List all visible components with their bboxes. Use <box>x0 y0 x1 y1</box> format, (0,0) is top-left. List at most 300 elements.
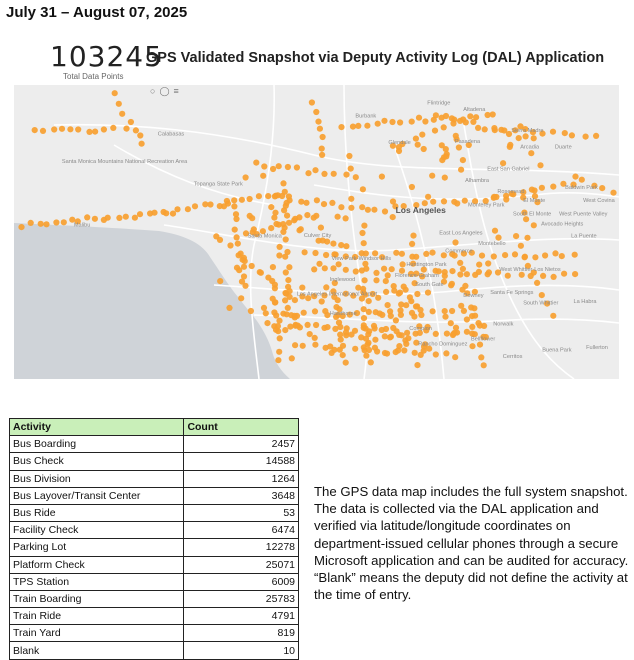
gps-point <box>337 347 343 353</box>
gps-point <box>271 323 277 329</box>
gps-point <box>40 128 46 134</box>
table-header-row <box>10 419 299 436</box>
gps-point <box>419 132 425 138</box>
gps-point <box>323 284 329 290</box>
gps-point <box>355 285 361 291</box>
gps-point <box>458 167 464 173</box>
gps-point <box>442 308 448 314</box>
gps-point <box>312 308 318 314</box>
gps-point <box>540 273 546 279</box>
gps-point <box>239 197 245 203</box>
gps-point <box>397 290 403 296</box>
activity-cell: Train Boarding <box>10 590 184 607</box>
place-label: Monterey Park <box>468 202 505 209</box>
map-canvas[interactable] <box>14 85 619 379</box>
activity-cell: Facility Check <box>10 522 184 539</box>
gps-point <box>249 263 255 269</box>
gps-point <box>321 171 327 177</box>
gps-point <box>350 124 356 130</box>
place-label: Burbank <box>355 113 377 120</box>
gps-point <box>251 226 257 232</box>
map-toolbar <box>150 86 179 98</box>
gps-point <box>429 250 435 256</box>
table-row <box>10 556 299 573</box>
gps-point <box>315 119 321 125</box>
gps-point <box>307 331 313 337</box>
activity-count-table <box>9 418 299 660</box>
place-label: View Park-Windsor Hills <box>331 255 392 262</box>
gps-point <box>303 200 309 206</box>
gps-point <box>457 118 463 124</box>
gps-point <box>283 203 289 209</box>
gps-point <box>311 215 317 221</box>
gps-point <box>468 304 474 310</box>
gps-point <box>312 250 318 256</box>
gps-point <box>382 208 388 214</box>
place-label: Florence-Graham <box>395 273 439 279</box>
place-label: Calabasas <box>157 131 185 138</box>
activity-cell: Train Yard <box>10 625 184 642</box>
gps-point <box>551 274 557 280</box>
gps-point <box>275 192 281 198</box>
gps-point <box>338 242 344 248</box>
gps-point <box>296 227 302 233</box>
gps-point <box>256 193 262 199</box>
table-row <box>10 608 299 625</box>
gps-point <box>217 278 223 284</box>
gps-point <box>285 305 291 311</box>
gps-point <box>329 350 335 356</box>
gps-point <box>539 292 545 298</box>
table-row <box>10 625 299 642</box>
gps-point <box>460 157 466 163</box>
gps-point <box>38 221 44 227</box>
place-label: West Covina <box>583 197 615 204</box>
table-row <box>10 453 299 470</box>
gps-point <box>507 144 513 150</box>
gps-point <box>372 337 378 343</box>
gps-point <box>492 228 498 234</box>
data-description-note: The GPS data map includes the full system snapshot. The data is collected via the DAL application and verified via latitude/longitude coordinates on department-issued cellular phones through a secure Microsoft application and can be audited for accuracy. “Blank” means the deputy did not define the activity at the time of entry. <box>314 484 629 603</box>
gps-point <box>264 320 270 326</box>
gps-point <box>317 126 323 132</box>
gps-point <box>518 243 524 249</box>
gps-point <box>365 331 371 337</box>
gps-point <box>268 204 274 210</box>
gps-point <box>399 332 405 338</box>
gps-point <box>454 200 460 206</box>
gps-point <box>292 342 298 348</box>
count-cell: 3648 <box>184 487 299 504</box>
map-menu-icon[interactable]: ≡ <box>173 86 179 96</box>
gps-point <box>338 124 344 130</box>
gps-point <box>462 198 468 204</box>
gps-point <box>241 255 247 261</box>
gps-point <box>289 355 295 361</box>
gps-point <box>348 196 354 202</box>
gps-point <box>482 126 488 132</box>
gps-point <box>312 342 318 348</box>
count-cell: 819 <box>184 625 299 642</box>
gps-point <box>467 113 473 119</box>
count-cell: 1264 <box>184 470 299 487</box>
gps-point <box>412 350 418 356</box>
activity-cell: Bus Check <box>10 453 184 470</box>
gps-point <box>512 251 518 257</box>
gps-point <box>280 221 286 227</box>
gps-point <box>110 125 116 131</box>
map-pin-icon[interactable]: ◯ <box>159 86 170 96</box>
gps-point <box>444 331 450 337</box>
gps-point <box>231 203 237 209</box>
map-search-icon[interactable]: ○ <box>150 86 156 96</box>
activity-cell: Bus Ride <box>10 504 184 521</box>
gps-point <box>441 198 447 204</box>
gps-point <box>322 308 328 314</box>
gps-point <box>272 210 278 216</box>
gps-point <box>297 324 303 330</box>
gps-point <box>531 222 537 228</box>
gps-point <box>359 267 365 273</box>
count-cell: 25071 <box>184 556 299 573</box>
total-data-points-value: 103245 <box>50 40 163 73</box>
gps-point <box>284 213 290 219</box>
place-label: La Puente <box>571 233 597 240</box>
gps-point <box>238 295 244 301</box>
gps-point <box>403 341 409 347</box>
gps-point <box>381 266 387 272</box>
gps-point <box>393 250 399 256</box>
gps-point <box>338 337 344 343</box>
gps-point <box>441 124 447 130</box>
gps-point <box>398 312 404 318</box>
gps-point <box>401 284 407 290</box>
gps-point <box>418 352 424 358</box>
gps-point <box>358 334 364 340</box>
activity-column-header: Activity <box>10 419 184 436</box>
gps-point <box>478 354 484 360</box>
gps-point <box>425 290 431 296</box>
table-row <box>10 487 299 504</box>
gps-point <box>396 343 402 349</box>
gps-point <box>464 316 470 322</box>
gps-point <box>304 212 310 218</box>
gps-point <box>379 174 385 180</box>
gps-point <box>18 224 24 230</box>
gps-point <box>232 227 238 233</box>
gps-point <box>449 308 455 314</box>
count-cell: 12278 <box>184 539 299 556</box>
gps-point <box>43 221 49 227</box>
gps-point <box>572 252 578 258</box>
gps-point <box>405 335 411 341</box>
gps-point <box>275 357 281 363</box>
gps-point <box>385 272 391 278</box>
gps-point <box>268 225 274 231</box>
gps-point <box>433 351 439 357</box>
count-cell: 53 <box>184 504 299 521</box>
gps-point <box>343 329 349 335</box>
gps-point <box>409 241 415 247</box>
place-label: Alhambra <box>465 177 490 184</box>
gps-point <box>599 185 605 191</box>
gps-point <box>92 129 98 135</box>
gps-point <box>319 146 325 152</box>
gps-point <box>139 141 145 147</box>
gps-point <box>260 173 266 179</box>
place-label: Norwalk <box>493 321 514 328</box>
place-label: East San Gabriel <box>487 166 530 173</box>
gps-point <box>343 360 349 366</box>
gps-point <box>593 133 599 139</box>
gps-point <box>163 210 169 216</box>
gps-point <box>282 297 288 303</box>
gps-point <box>385 302 391 308</box>
place-label: Huntington Park <box>406 261 447 268</box>
gps-point <box>531 135 537 141</box>
gps-point <box>479 253 485 259</box>
gps-point <box>192 203 198 209</box>
gps-point <box>261 163 267 169</box>
gps-point <box>452 354 458 360</box>
gps-point <box>348 166 354 172</box>
place-label: Montebello <box>478 241 506 247</box>
map-title: GPS Validated Snapshot via Deputy Activity Log (DAL) Application <box>146 50 605 66</box>
count-cell: 4791 <box>184 608 299 625</box>
gps-point <box>319 298 325 304</box>
place-label: Malibu <box>73 222 91 229</box>
gps-point <box>532 254 538 260</box>
gps-point <box>470 119 476 125</box>
gps-point <box>384 351 390 357</box>
gps-point <box>226 305 232 311</box>
place-label: Glendale <box>388 139 411 146</box>
gps-point <box>389 266 395 272</box>
gps-point <box>227 242 233 248</box>
place-label: East Los Angeles <box>439 230 483 237</box>
gps-point <box>364 123 370 129</box>
gps-point <box>86 129 92 135</box>
gps-point <box>413 303 419 309</box>
gps-point <box>393 317 399 323</box>
gps-point <box>408 298 414 304</box>
gps-point <box>442 314 448 320</box>
gps-point <box>502 252 508 258</box>
gps-point <box>416 115 422 121</box>
gps-point <box>75 126 81 132</box>
gps-point <box>294 164 300 170</box>
place-label: Fullerton <box>586 345 608 352</box>
gps-point <box>361 306 367 312</box>
gps-point <box>439 115 445 121</box>
gps-point <box>302 249 308 255</box>
gps-point <box>457 260 463 266</box>
gps-point <box>133 127 139 133</box>
gps-point <box>429 173 435 179</box>
gps-point <box>411 314 417 320</box>
count-cell: 14588 <box>184 453 299 470</box>
gps-point <box>217 237 223 243</box>
gps-point <box>550 184 556 190</box>
gps-point <box>531 187 537 193</box>
gps-point <box>472 313 478 319</box>
gps-point <box>282 189 288 195</box>
count-cell: 2457 <box>184 436 299 453</box>
gps-point <box>327 343 333 349</box>
gps-point <box>362 277 368 283</box>
gps-point <box>270 264 276 270</box>
gps-point <box>373 309 379 315</box>
gps-point <box>312 335 318 341</box>
gps-point <box>516 135 522 141</box>
place-label: Culver City <box>303 232 332 239</box>
place-label: Baldwin Park <box>565 185 598 192</box>
gps-point <box>448 320 454 326</box>
gps-point <box>272 299 278 305</box>
place-label: Buena Park <box>542 347 572 354</box>
count-cell: 25783 <box>184 590 299 607</box>
gps-point <box>414 291 420 297</box>
gps-point <box>336 261 342 267</box>
gps-point <box>381 118 387 124</box>
place-label: Hawthorne <box>329 311 357 317</box>
gps-point <box>343 243 349 249</box>
place-label: West Puente Valley <box>559 211 608 218</box>
table-row <box>10 573 299 590</box>
gps-point <box>388 313 394 319</box>
gps-point <box>309 99 315 105</box>
gps-point <box>283 269 289 275</box>
gps-point <box>442 175 448 181</box>
gps-point <box>403 302 409 308</box>
gps-point <box>265 193 271 199</box>
gps-point <box>112 90 118 96</box>
gps-point <box>314 197 320 203</box>
gps-point <box>276 318 282 324</box>
gps-point <box>299 285 305 291</box>
gps-point <box>383 289 389 295</box>
place-label: Compton <box>409 325 433 332</box>
gps-point <box>92 216 98 222</box>
table-row <box>10 522 299 539</box>
gps-point <box>331 171 337 177</box>
gps-point <box>523 133 529 139</box>
gps-point <box>414 362 420 368</box>
gps-point <box>330 241 336 247</box>
gps-point <box>481 362 487 368</box>
gps-point <box>513 233 519 239</box>
gps-point <box>559 253 565 259</box>
place-label: El Monte <box>523 197 546 204</box>
gps-point <box>382 333 388 339</box>
gps-point <box>409 119 415 125</box>
gps-point <box>430 308 436 314</box>
gps-point <box>352 346 358 352</box>
gps-point <box>469 343 475 349</box>
place-label: Duarte <box>554 144 572 151</box>
gps-point <box>361 315 367 321</box>
gps-point <box>464 329 470 335</box>
gps-point <box>476 269 482 275</box>
table-row <box>10 504 299 521</box>
place-label: South Whittier <box>523 300 559 307</box>
gps-point <box>539 185 545 191</box>
gps-point <box>442 273 448 279</box>
gps-point <box>287 324 293 330</box>
activity-cell: Bus Layover/Transit Center <box>10 487 184 504</box>
gps-point <box>51 126 57 132</box>
gps-point <box>415 142 421 148</box>
gps-point <box>322 265 328 271</box>
gps-point <box>579 177 585 183</box>
count-cell: 10 <box>184 642 299 659</box>
gps-point <box>505 273 511 279</box>
gps-point <box>333 304 339 310</box>
place-label: Bellflower <box>471 336 496 343</box>
gps-point <box>348 332 354 338</box>
place-label: South El Monte <box>513 211 552 218</box>
gps-point <box>128 119 134 125</box>
gps-map[interactable] <box>14 85 619 379</box>
place-label: Cerritos <box>502 354 523 361</box>
gps-point <box>374 348 380 354</box>
gps-point <box>400 261 406 267</box>
gps-point <box>271 309 277 315</box>
gps-point <box>492 127 498 133</box>
place-label: Santa Fe Springs <box>490 290 534 297</box>
gps-point <box>300 343 306 349</box>
gps-point <box>248 308 254 314</box>
gps-point <box>340 352 346 358</box>
gps-point <box>469 324 475 330</box>
gps-point <box>119 111 125 117</box>
gps-point <box>561 271 567 277</box>
table-row <box>10 539 299 556</box>
gps-point <box>313 322 319 328</box>
gps-point <box>456 144 462 150</box>
gps-point <box>365 207 371 213</box>
gps-point <box>430 199 436 205</box>
gps-point <box>391 283 397 289</box>
total-data-points-caption: Total Data Points <box>63 72 124 81</box>
gps-point <box>286 264 292 270</box>
gps-point <box>313 109 319 115</box>
gps-point <box>485 271 491 277</box>
gps-point <box>84 214 90 220</box>
gps-point <box>292 297 298 303</box>
gps-point <box>361 322 367 328</box>
gps-point <box>257 269 263 275</box>
activity-cell: TPS Station <box>10 573 184 590</box>
gps-point <box>495 235 501 241</box>
gps-point <box>448 282 454 288</box>
gps-point <box>137 211 143 217</box>
place-label: Los Angeles International Airport <box>296 291 378 298</box>
gps-point <box>476 262 482 268</box>
gps-point <box>365 341 371 347</box>
gps-point <box>123 214 129 220</box>
gps-point <box>366 298 372 304</box>
gps-point <box>318 225 324 231</box>
gps-point <box>537 162 543 168</box>
gps-point <box>207 201 213 207</box>
gps-point <box>137 132 143 138</box>
gps-point <box>368 359 374 365</box>
gps-point <box>409 254 415 260</box>
gps-point <box>116 101 122 107</box>
gps-point <box>383 278 389 284</box>
place-label: Rosemead <box>497 188 525 195</box>
